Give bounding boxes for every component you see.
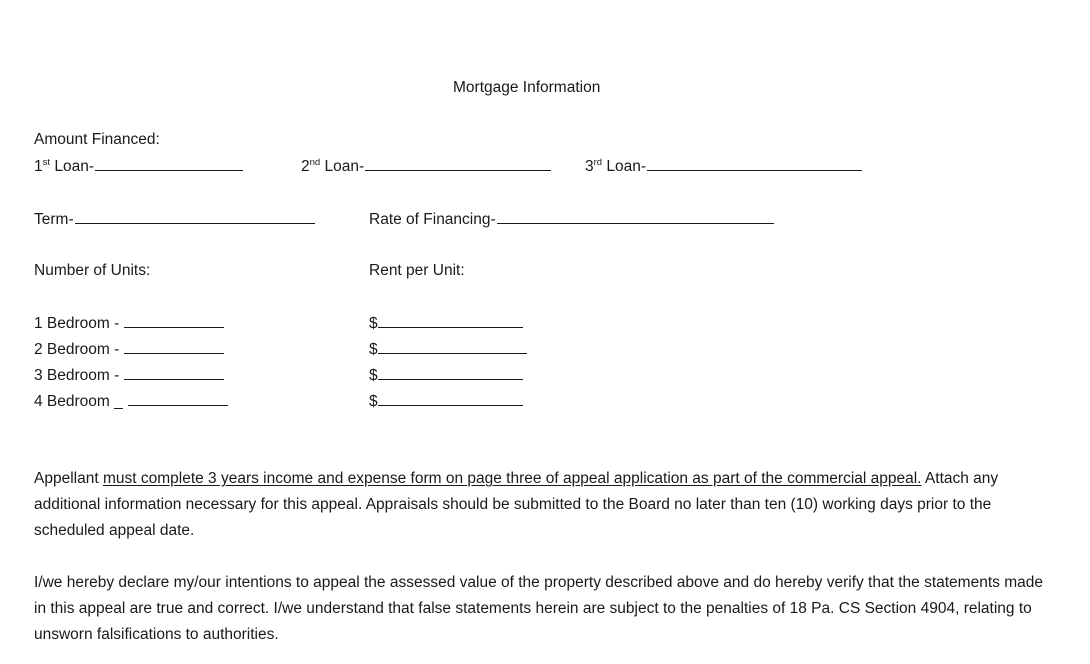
declaration-paragraph: I/we hereby declare my/our intentions to appeal the assessed value of the property described above and do hereby verify that the statements made in this appeal are true and correct. I/we understand that false statements herein are subject to the penalties of 18 Pa. CS Section 4904, relating to unsworn falsifications to authorities. xyxy=(34,574,1043,643)
rent-blank[interactable] xyxy=(378,313,523,328)
appellant-lead: Appellant xyxy=(34,470,103,487)
bedroom-row[interactable] xyxy=(34,365,224,386)
rate-field[interactable] xyxy=(369,209,774,230)
units-heading: Number of Units: xyxy=(34,262,151,279)
term-blank[interactable] xyxy=(75,209,315,224)
third-loan-number: 3 xyxy=(585,158,594,175)
bedroom-label: 2 Bedroom - xyxy=(34,341,120,358)
third-loan-field[interactable] xyxy=(585,156,862,177)
bedroom-row[interactable] xyxy=(34,391,228,412)
bedroom-label: 1 Bedroom - xyxy=(34,315,120,332)
first-loan-suffix: st xyxy=(42,157,51,168)
third-loan-label: Loan- xyxy=(606,158,647,175)
bedroom-count-blank[interactable] xyxy=(128,391,228,406)
bedroom-label: 4 Bedroom _ xyxy=(34,393,123,410)
dollar-sign: $ xyxy=(369,341,378,358)
bedroom-count-blank[interactable] xyxy=(124,339,224,354)
second-loan-label: Loan- xyxy=(324,158,365,175)
first-loan-field[interactable] xyxy=(34,156,243,177)
appellant-requirement: must complete 3 years income and expense form on page three of appeal application as part of the commercial appeal. xyxy=(102,470,922,487)
rent-blank[interactable] xyxy=(378,365,523,380)
dollar-sign: $ xyxy=(369,393,378,410)
bedroom-row[interactable] xyxy=(34,313,224,334)
appellant-rest: Attach any additional information necessary for this appeal. Appraisals should be submitted to the Board no later than ten (10) working days prior to the scheduled appeal date. xyxy=(34,470,999,539)
rent-blank[interactable] xyxy=(378,391,523,406)
rate-label: Rate of Financing- xyxy=(369,211,496,228)
dollar-sign: $ xyxy=(369,315,378,332)
third-loan-suffix: rd xyxy=(593,157,603,168)
dollar-sign: $ xyxy=(369,367,378,384)
bedroom-count-blank[interactable] xyxy=(124,365,224,380)
rent-row[interactable] xyxy=(369,339,527,360)
rent-heading: Rent per Unit: xyxy=(369,262,465,279)
second-loan-number: 2 xyxy=(301,158,310,175)
rate-blank[interactable] xyxy=(497,209,774,224)
third-loan-blank[interactable] xyxy=(647,156,862,171)
bedroom-row[interactable] xyxy=(34,339,224,360)
rent-blank[interactable] xyxy=(378,339,527,354)
first-loan-label: Loan- xyxy=(54,158,94,175)
bedroom-label: 3 Bedroom - xyxy=(34,367,120,384)
rent-row[interactable] xyxy=(369,365,523,386)
first-loan-number: 1 xyxy=(34,158,43,175)
first-loan-blank[interactable] xyxy=(95,156,243,171)
second-loan-suffix: nd xyxy=(309,157,321,168)
appellant-instructions xyxy=(34,466,1054,544)
second-loan-field[interactable] xyxy=(301,156,551,177)
rent-row[interactable] xyxy=(369,313,523,334)
second-loan-blank[interactable] xyxy=(365,156,551,171)
rent-row[interactable] xyxy=(369,391,523,412)
term-field[interactable] xyxy=(34,209,315,230)
term-label: Term- xyxy=(34,211,74,228)
amount-financed-heading: Amount Financed: xyxy=(34,131,160,148)
bedroom-count-blank[interactable] xyxy=(124,313,224,328)
page-title: Mortgage Information xyxy=(453,79,601,96)
